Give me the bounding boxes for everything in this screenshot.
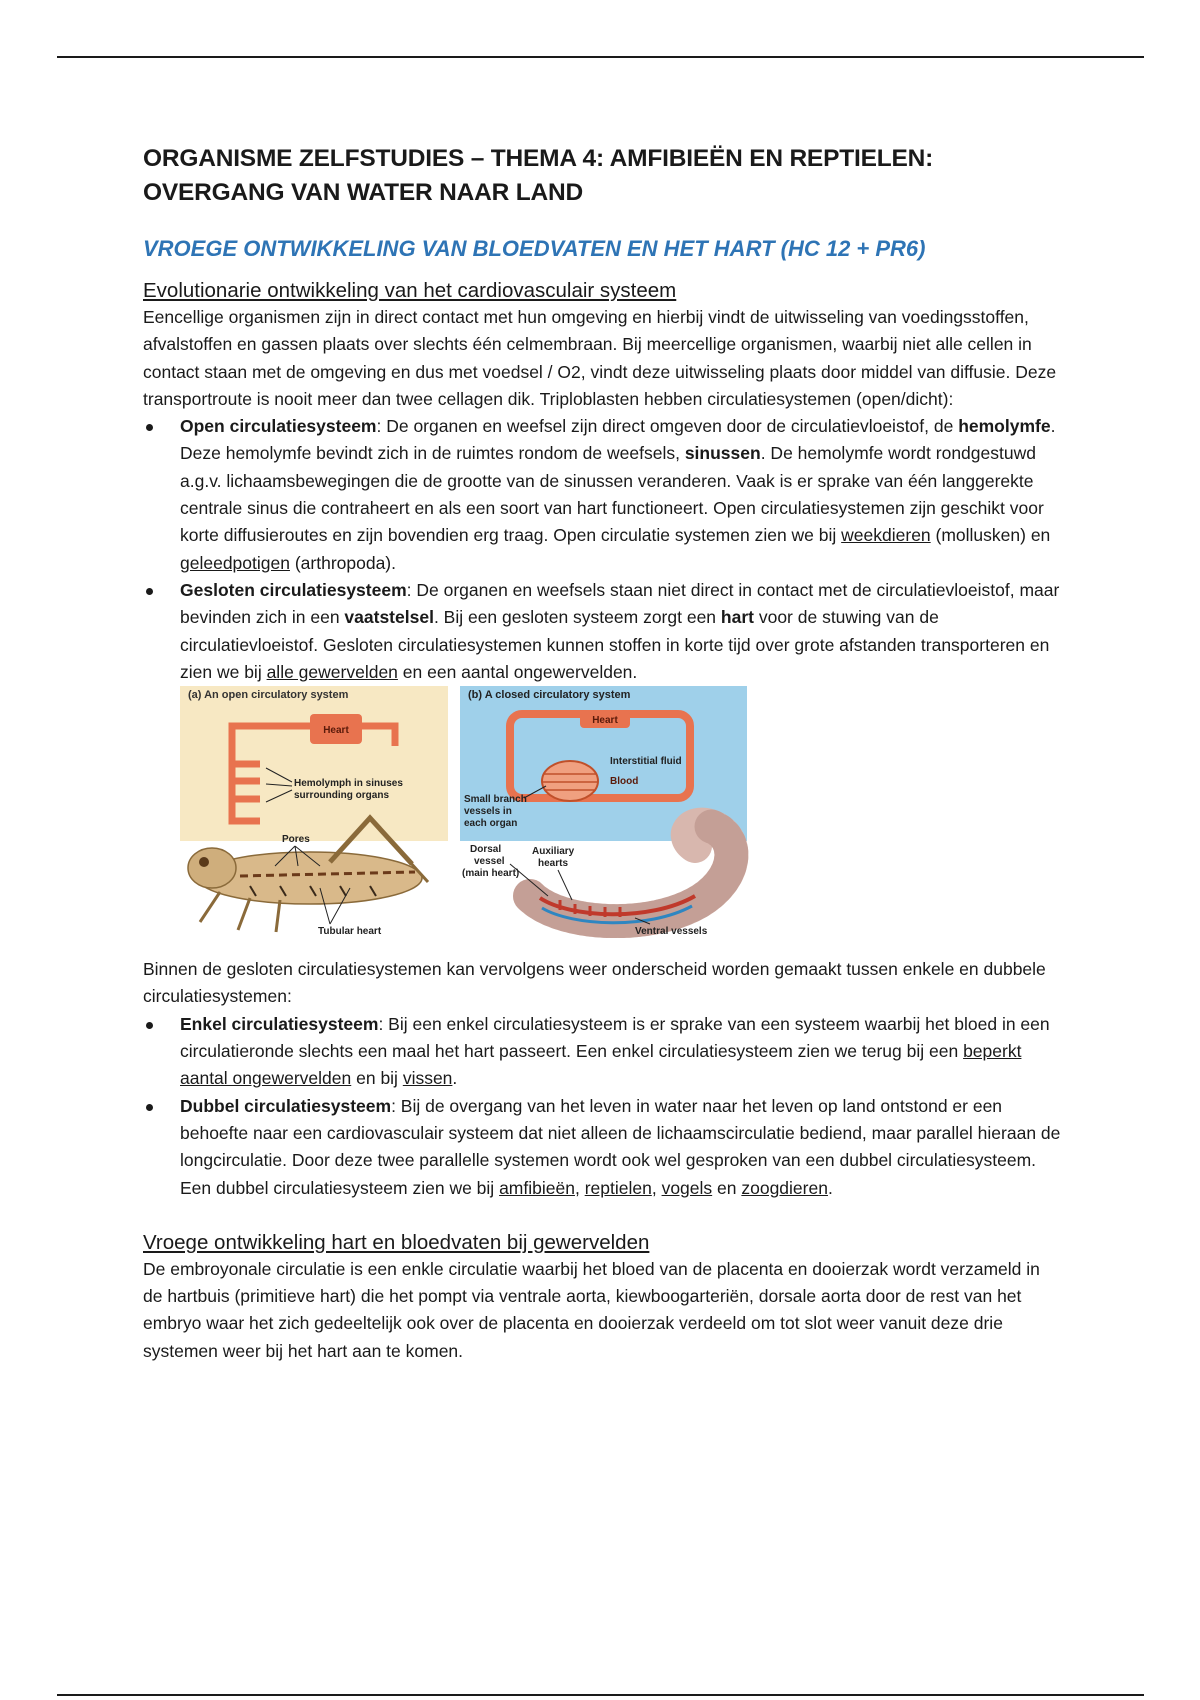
- term-vaatstelsel: vaatstelsel: [344, 607, 434, 628]
- text: : De organen en weefsel zijn direct omgeven door de circulatievloeistof, de: [376, 416, 959, 437]
- spacer: [143, 938, 1063, 956]
- text: : Bij de overgang van het leven in water naar het leven op land ontstond er een behoefte naar een cardiovasculair systeem dat niet alleen de lichaamscirculatie bediend, maar parallel hieraan de longcirculatie. Door deze twee parallelle systemen wordt ook wel gesproken van een dubbel circulatiesysteem. Een dubbel circulatiesysteem zien we bij: [180, 1095, 1061, 1198]
- organ-capillaries: [542, 761, 598, 801]
- underlined-beperkt-aantal: beperkt aantal ongewervelden: [180, 1041, 1022, 1089]
- dorsal-label-2: vessel: [474, 856, 505, 868]
- text: : De organen en weefsels staan niet direct in contact met de circulatievloeistof, maar bevinden zich in een: [180, 579, 1060, 628]
- hemolymph-label-1: Hemolymph in sinuses: [294, 778, 403, 790]
- document-body: [143, 142, 1063, 1365]
- text: ,: [651, 1177, 662, 1198]
- intro-paragraph: Eencellige organismen zijn in direct contact met hun omgeving en hierbij vindt de uitwisseling van voedingsstoffen, afvalstoffen en gassen plaats over slechts één celmembraan. Bij meercellige organismen, waarbij niet alle cellen in contact staan met de omgeving en dus met voedsel / O2, vindt deze uitwisseling plaats door middel van diffusie. Deze transportroute is nooit meer dan twee cellagen dik. Triploblasten hebben circulatiesystemen (open/dicht):: [143, 307, 1057, 409]
- list-item-double-system: [143, 1093, 1063, 1202]
- panel-a-background: [180, 686, 448, 841]
- closed-systems-paragraph: Binnen de gesloten circulatiesystemen kan vervolgens weer onderscheid worden gemaakt tussen enkele en dubbele circulatiesystemen:: [143, 959, 1046, 1007]
- auxiliary-label-2: hearts: [538, 858, 569, 870]
- term-hemolymfe: hemolymfe: [958, 416, 1051, 437]
- ventral-label: Ventral vessels: [635, 926, 708, 938]
- text: .: [452, 1068, 458, 1089]
- underlined-vogels: vogels: [661, 1177, 713, 1198]
- list-item-open-system: [143, 413, 1063, 577]
- underlined-weekdieren: weekdieren: [841, 525, 931, 546]
- underlined-geleedpotigen: geleedpotigen: [180, 552, 290, 573]
- small-vessels-label-1: Small branch: [464, 794, 527, 806]
- term-hart: hart: [720, 607, 754, 628]
- dorsal-label-1: Dorsal: [470, 844, 502, 856]
- text: . Bij een gesloten systeem zorgt een: [433, 607, 721, 628]
- embryonic-circulation-paragraph: De embroyonale circulatie is een enkle circulatie waarbij het bloed van de placenta en dooierzak wordt verzameld in de hartbuis (primitieve hart) die het pompt via ventrale aorta, kiewboogarteriën, dorsale aorta door de rest van het embryo waar het zich gedeeltelijk ook over de placenta en dooierzak verdeeld om tot slot weer vanuit deze drie systemen weer bij het hart aan te komen.: [143, 1258, 1040, 1361]
- list-item-closed-system: [143, 577, 1063, 686]
- page-title: ORGANISME ZELFSTUDIES – THEMA 4: AMFIBIEËN EN REPTIELEN: OVERGANG VAN WATER NAAR LAND: [143, 145, 934, 206]
- subheading-evolution: Evolutionarie ontwikkeling van het cardiovasculair systeem: [143, 279, 677, 302]
- auxiliary-label-1: Auxiliary: [532, 846, 575, 858]
- small-vessels-label-3: each organ: [464, 818, 518, 830]
- text: . De hemolymfe wordt rondgestuwd a.g.v. lichaamsbewegingen die de grootte van de sinussen veranderen. Vaak is er sprake van één langgerekte centrale sinus die contraheert en als een soort van hart functioneert. Open circulatiesystemen zijn geschikt voor korte diffusieroutes en zijn bovendien erg traag. Open circulatie systemen zien we bij: [180, 443, 1044, 546]
- caption-a: (a) An open circulatory system: [188, 689, 349, 702]
- top-rule: [57, 56, 1144, 58]
- term-closed: Gesloten circulatiesysteem: [180, 579, 407, 600]
- single-double-list: [143, 1011, 1063, 1202]
- circulation-type-list: [143, 413, 1063, 686]
- panel-open-system: [180, 686, 448, 938]
- text: (arthropoda).: [289, 552, 396, 573]
- caption-b: (b) A closed circulatory system: [468, 689, 631, 702]
- underlined-zoogdieren: zoogdieren: [741, 1177, 828, 1198]
- circulatory-systems-figure: [180, 686, 755, 938]
- text: en: [712, 1177, 742, 1198]
- section-heading: VROEGE ONTWIKKELING VAN BLOEDVATEN EN HET HART (HC 12 + PR6): [143, 236, 926, 261]
- text: en een aantal ongewervelden.: [397, 661, 638, 682]
- panel-closed-system: [460, 686, 747, 938]
- underlined-alle-gewervelden: alle gewervelden: [266, 661, 398, 682]
- blood-label: Blood: [610, 776, 639, 788]
- term-open: Open circulatiesysteem: [180, 416, 377, 437]
- text: en bij: [351, 1068, 403, 1089]
- tubular-heart-label: Tubular heart: [318, 926, 382, 938]
- text: : Bij een enkel circulatiesysteem is er sprake van een systeem waarbij het bloed in een circulatieronde slechts een maal het hart passeert. Een enkel circulatiesysteem zien we terug bij een: [180, 1013, 1050, 1062]
- hemolymph-label-2: surrounding organs: [294, 790, 389, 802]
- list-item-single-system: [143, 1011, 1063, 1093]
- pores-label: Pores: [282, 834, 310, 846]
- term-double: Dubbel circulatiesysteem: [180, 1095, 392, 1116]
- heart-b-label: Heart: [592, 715, 618, 727]
- text: voor de stuwing van de circulatievloeistof. Gesloten circulatiesystemen kunnen stoffen in korte tijd over grote afstanden transporteren en zien we bij: [180, 607, 1050, 682]
- text: ,: [574, 1177, 585, 1198]
- dorsal-label-3: (main heart): [462, 868, 520, 880]
- interstitial-label: Interstitial fluid: [610, 756, 682, 768]
- term-single: Enkel circulatiesysteem: [180, 1013, 379, 1034]
- subheading-vertebrates: Vroege ontwikkeling hart en bloedvaten bij gewervelden: [143, 1230, 650, 1254]
- text: .: [827, 1177, 833, 1198]
- underlined-reptielen: reptielen: [584, 1177, 652, 1198]
- text: . Deze hemolymfe bevindt zich in de ruimtes rondom de weefsels,: [180, 416, 1056, 464]
- text: (mollusken) en: [930, 525, 1051, 546]
- term-sinussen: sinussen: [684, 443, 761, 464]
- spacer: [143, 1202, 1063, 1230]
- heart-a-label: Heart: [323, 725, 349, 737]
- small-vessels-label-2: vessels in: [464, 806, 512, 818]
- underlined-vissen: vissen: [402, 1068, 453, 1089]
- underlined-amfibieen: amfibieën: [499, 1177, 575, 1198]
- bottom-rule: [57, 1694, 1144, 1696]
